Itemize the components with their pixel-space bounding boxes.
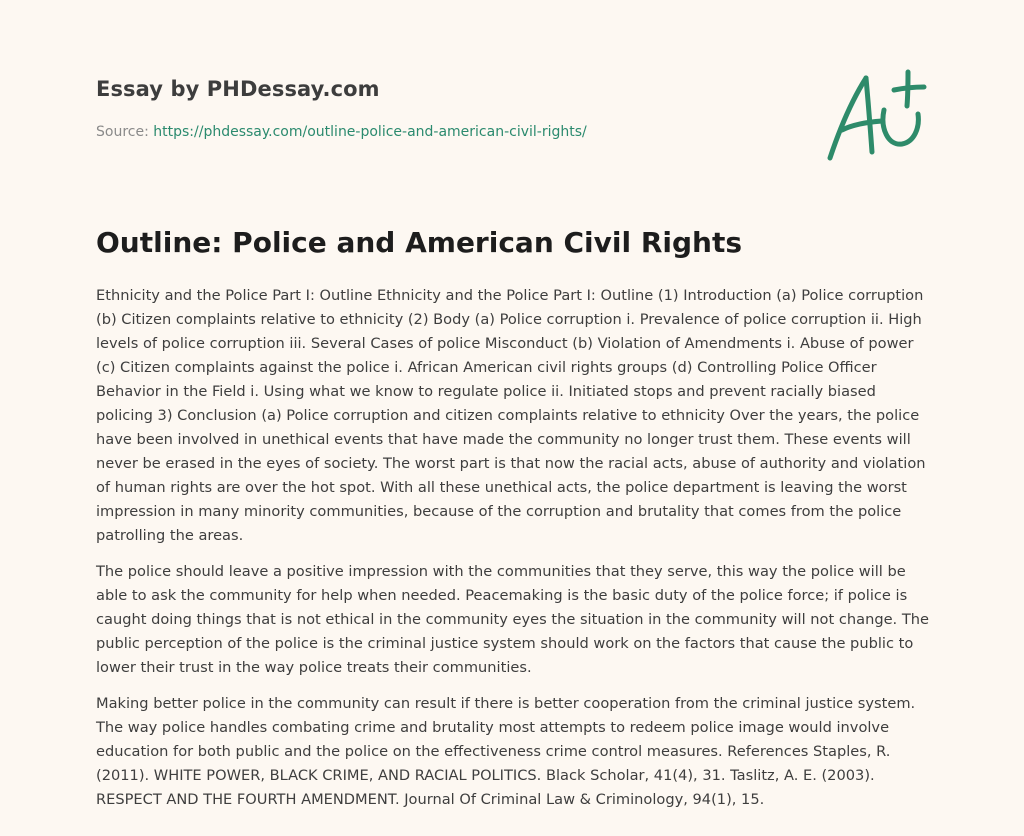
- essay-paragraph: The police should leave a positive impression with the communities that they serve, this way the police will be able to ask the community for help when needed. Peacemaking is the basic duty of the police force; if police is caught doing things that is not ethical in the community eyes the situation in the community will not change. The public perception of the police is the criminal justice system should work on the factors that cause the public to lower their trust in the way police treats their communities.: [96, 563, 929, 676]
- essay-body: [96, 284, 936, 824]
- essay-title: Outline: Police and American Civil Rights: [96, 226, 743, 259]
- site-title: Essay by PHDessay.com: [96, 77, 380, 101]
- a-plus-grade-icon: [822, 66, 932, 166]
- source-label: Source:: [96, 124, 149, 140]
- essay-paragraph: Ethnicity and the Police Part I: Outline Ethnicity and the Police Part I: Outline (1) Introduction (a) Police corruption (b) Citizen complaints relative to ethnicity (2) Body (a) Police corruption i. Prevalence of police corruption ii. High levels of police corruption iii. Several Cases of police Misconduct (b) Violation of Amendments i. Abuse of power (c) Citizen complaints against the police i. African American civil rights groups (d) Controlling Police Officer Behavior in the Field i. Using what we know to regulate police ii. Initiated stops and prevent racially biased policing 3) Conclusion (a) Police corruption and citizen complaints relative to ethnicity Over the years, the police have been involved in unethical events that have made the community no longer trust them. These events will never be erased in the eyes of society. The worst part is that now the racial acts, abuse of authority and violation of human rights are over the hot spot. With all these unethical acts, the police department is leaving the worst impression in many minority communities, because of the corruption and brutality that comes from the police patrolling the areas.: [96, 287, 926, 544]
- source-line: [96, 124, 587, 140]
- essay-paragraph: Making better police in the community can result if there is better cooperation from the criminal justice system. The way police handles combating crime and brutality most attempts to redeem police image would involve education for both public and the police on the effectiveness crime control measures. References Staples, R. (2011). WHITE POWER, BLACK CRIME, AND RACIAL POLITICS. Black Scholar, 41(4), 31. Taslitz, A. E. (2003). RESPECT AND THE FOURTH AMENDMENT. Journal Of Criminal Law & Criminology, 94(1), 15.: [96, 695, 916, 808]
- source-link[interactable]: https://phdessay.com/outline-police-and-american-civil-rights/: [153, 124, 587, 140]
